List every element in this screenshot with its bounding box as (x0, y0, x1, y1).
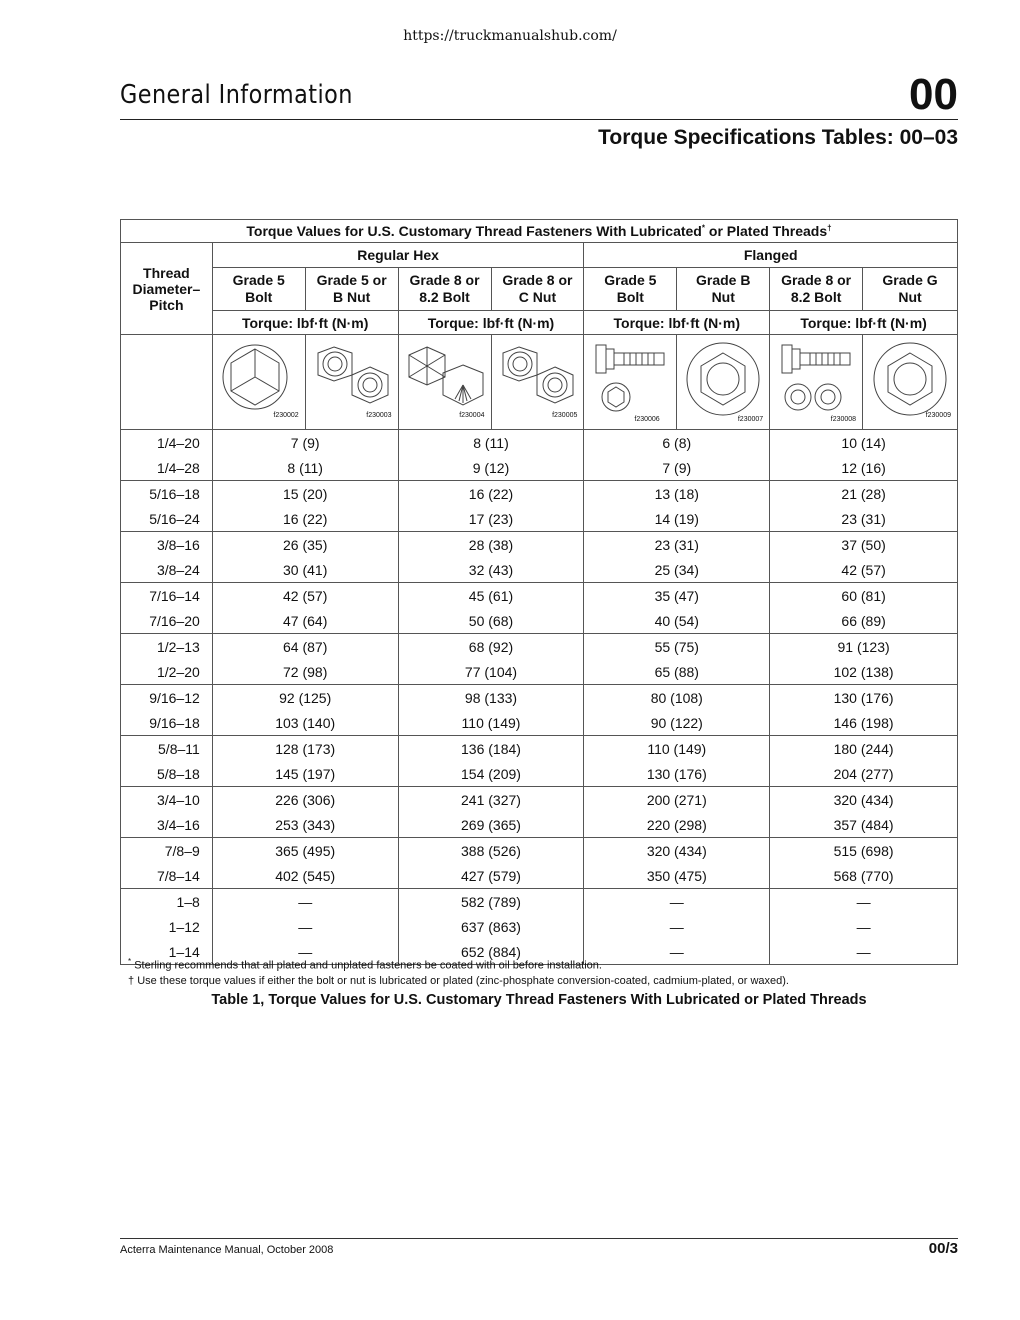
source-url[interactable]: https://truckmanualshub.com/ (403, 28, 617, 44)
table-row (121, 838, 958, 864)
torque-value-cell: — (770, 939, 958, 965)
torque-value-cell: 65 (88) (584, 659, 770, 685)
grade-header: Grade 5 Bolt (584, 268, 677, 311)
grade-header: Grade B Nut (677, 268, 770, 311)
regular-hex-header: Regular Hex (212, 243, 584, 268)
thread-size-cell: 3/8–16 (121, 532, 213, 558)
torque-value-cell: 17 (23) (398, 506, 584, 532)
torque-value-cell: 582 (789) (398, 889, 584, 915)
table-caption: Table 1, Torque Values for U.S. Customary Thread Fasteners With Lubricated or Plated Threads (211, 992, 867, 1008)
torque-value-cell: 220 (298) (584, 812, 770, 838)
torque-value-cell: 515 (698) (770, 838, 958, 864)
torque-value-cell: — (770, 889, 958, 915)
table-row (121, 889, 958, 915)
table-row (121, 532, 958, 558)
footer-rule (120, 1238, 958, 1239)
flanged-gradeg-nut-illustration (863, 335, 958, 430)
torque-table (120, 219, 958, 965)
torque-value-cell: 47 (64) (212, 608, 398, 634)
header-rule (120, 119, 958, 120)
torque-value-cell: 10 (14) (770, 430, 958, 456)
table-row (121, 685, 958, 711)
thread-size-cell: 7/16–20 (121, 608, 213, 634)
thread-size-cell: 1/2–13 (121, 634, 213, 660)
thread-size-cell: 3/4–16 (121, 812, 213, 838)
torque-value-cell: — (584, 939, 770, 965)
grade-header: Grade 8 or 8.2 Bolt (398, 268, 491, 311)
torque-value-cell: 23 (31) (770, 506, 958, 532)
torque-value-cell: 50 (68) (398, 608, 584, 634)
torque-value-cell: 154 (209) (398, 761, 584, 787)
flanged-grade8-bolt-illustration (770, 335, 863, 430)
torque-value-cell: 357 (484) (770, 812, 958, 838)
grade8-bolt-head-icon (403, 339, 487, 411)
figure-id: f230007 (737, 416, 764, 423)
torque-value-cell: 68 (92) (398, 634, 584, 660)
figure-id: f230009 (925, 412, 951, 419)
flanged-nut-icon (683, 339, 763, 419)
grade5-bolt-head-icon (219, 339, 299, 415)
torque-table-body (121, 430, 958, 965)
torque-value-cell: 45 (61) (398, 583, 584, 609)
footnote-oil: * Sterling recommends that all plated and unplated fasteners be coated with oil before installation. (128, 957, 602, 972)
grade-header: Grade G Nut (863, 268, 958, 311)
thread-size-cell: 3/8–24 (121, 557, 213, 583)
torque-value-cell: 568 (770) (770, 863, 958, 889)
torque-unit-header: Torque: lbf·ft (N·m) (212, 311, 398, 335)
torque-value-cell: — (584, 889, 770, 915)
grade8-nut-illustration (491, 335, 584, 430)
torque-value-cell: 42 (57) (212, 583, 398, 609)
torque-value-cell: 90 (122) (584, 710, 770, 736)
grade5-nut-icon (312, 339, 392, 409)
thread-size-cell: 3/4–10 (121, 787, 213, 813)
torque-value-cell: 136 (184) (398, 736, 584, 762)
thread-illustration-blank (121, 335, 213, 430)
table-row (121, 787, 958, 813)
table-row (121, 481, 958, 507)
thread-size-cell: 1–14 (121, 939, 213, 965)
torque-value-cell: 402 (545) (212, 863, 398, 889)
table-row (121, 455, 958, 481)
torque-value-cell: 6 (8) (584, 430, 770, 456)
grade-header: Grade 5 Bolt (212, 268, 305, 311)
section-subtitle: Torque Specifications Tables: 00–03 (598, 126, 958, 149)
torque-value-cell: 365 (495) (212, 838, 398, 864)
thread-size-cell: 7/8–9 (121, 838, 213, 864)
page-number: 00/3 (928, 1240, 958, 1257)
torque-unit-header: Torque: lbf·ft (N·m) (584, 311, 770, 335)
torque-value-cell: 12 (16) (770, 455, 958, 481)
thread-size-cell: 5/16–18 (121, 481, 213, 507)
torque-value-cell: 427 (579) (398, 863, 584, 889)
table-row (121, 430, 958, 456)
table-row (121, 506, 958, 532)
table-row (121, 710, 958, 736)
thread-size-cell: 1/4–28 (121, 455, 213, 481)
figure-id: f230008 (830, 416, 857, 423)
chapter-number: 00 (909, 70, 958, 119)
torque-value-cell: 350 (475) (584, 863, 770, 889)
torque-value-cell: 80 (108) (584, 685, 770, 711)
torque-value-cell: 64 (87) (212, 634, 398, 660)
chapter-title: General Information (120, 80, 353, 110)
figure-id: f230003 (366, 412, 392, 419)
thread-size-cell: 5/8–11 (121, 736, 213, 762)
torque-value-cell: 652 (884) (398, 939, 584, 965)
torque-value-cell: 204 (277) (770, 761, 958, 787)
torque-value-cell: — (212, 914, 398, 939)
torque-value-cell: 130 (176) (584, 761, 770, 787)
flanged-bolt-icon (776, 339, 856, 415)
torque-unit-header: Torque: lbf·ft (N·m) (398, 311, 584, 335)
flanged-grade5-bolt-illustration (584, 335, 677, 430)
torque-value-cell: 72 (98) (212, 659, 398, 685)
torque-value-cell: 16 (22) (212, 506, 398, 532)
table-row (121, 914, 958, 939)
torque-value-cell: 226 (306) (212, 787, 398, 813)
torque-value-cell: 110 (149) (398, 710, 584, 736)
thread-size-cell: 1–12 (121, 914, 213, 939)
table-row (121, 736, 958, 762)
torque-value-cell: — (212, 939, 398, 965)
footnote-lubricated: † Use these torque values if either the bolt or nut is lubricated or plated (zinc-phosphate conversion-coated, cadmium-plated, or waxed). (128, 975, 789, 987)
torque-unit-header: Torque: lbf·ft (N·m) (770, 311, 958, 335)
torque-value-cell: 241 (327) (398, 787, 584, 813)
thread-diameter-header: Thread Diameter– Pitch (121, 243, 213, 335)
torque-value-cell: 253 (343) (212, 812, 398, 838)
flanged-nut-icon (870, 339, 950, 419)
torque-value-cell: 269 (365) (398, 812, 584, 838)
thread-size-cell: 5/8–18 (121, 761, 213, 787)
thread-size-cell: 9/16–18 (121, 710, 213, 736)
flanged-bolt-icon (590, 339, 670, 415)
torque-value-cell: — (770, 914, 958, 939)
grade5-bolt-illustration (212, 335, 305, 430)
flanged-gradeb-nut-illustration (677, 335, 770, 430)
figure-id: f230006 (634, 416, 660, 423)
torque-value-cell: 35 (47) (584, 583, 770, 609)
grade-header: Grade 8 or 8.2 Bolt (770, 268, 863, 311)
torque-value-cell: 60 (81) (770, 583, 958, 609)
torque-value-cell: 77 (104) (398, 659, 584, 685)
torque-value-cell: 55 (75) (584, 634, 770, 660)
torque-value-cell: 7 (9) (212, 430, 398, 456)
torque-value-cell: 180 (244) (770, 736, 958, 762)
table-row (121, 608, 958, 634)
figure-id: f230002 (273, 412, 299, 419)
torque-value-cell: 637 (863) (398, 914, 584, 939)
torque-value-cell: 102 (138) (770, 659, 958, 685)
figure-id: f230005 (552, 412, 578, 419)
table-row (121, 659, 958, 685)
torque-value-cell: 16 (22) (398, 481, 584, 507)
torque-value-cell: 23 (31) (584, 532, 770, 558)
grade-header: Grade 5 or B Nut (305, 268, 398, 311)
thread-size-cell: 1/4–20 (121, 430, 213, 456)
torque-value-cell: 145 (197) (212, 761, 398, 787)
torque-value-cell: 13 (18) (584, 481, 770, 507)
torque-value-cell: 130 (176) (770, 685, 958, 711)
torque-value-cell: 30 (41) (212, 557, 398, 583)
torque-value-cell: 26 (35) (212, 532, 398, 558)
grade8-nut-icon (497, 339, 577, 409)
thread-size-cell: 7/8–14 (121, 863, 213, 889)
thread-size-cell: 1/2–20 (121, 659, 213, 685)
torque-value-cell: 146 (198) (770, 710, 958, 736)
torque-value-cell: 21 (28) (770, 481, 958, 507)
thread-size-cell: 1–8 (121, 889, 213, 915)
torque-value-cell: 37 (50) (770, 532, 958, 558)
torque-value-cell: 66 (89) (770, 608, 958, 634)
table-row (121, 557, 958, 583)
table-row (121, 863, 958, 889)
torque-value-cell: 200 (271) (584, 787, 770, 813)
table-row (121, 634, 958, 660)
torque-value-cell: 103 (140) (212, 710, 398, 736)
figure-id: f230004 (459, 412, 485, 419)
torque-value-cell: 40 (54) (584, 608, 770, 634)
footer-manual-title: Acterra Maintenance Manual, October 2008 (120, 1244, 334, 1256)
torque-value-cell: — (212, 889, 398, 915)
thread-size-cell: 9/16–12 (121, 685, 213, 711)
torque-value-cell: 15 (20) (212, 481, 398, 507)
table-row (121, 812, 958, 838)
torque-value-cell: 42 (57) (770, 557, 958, 583)
thread-size-cell: 7/16–14 (121, 583, 213, 609)
torque-value-cell: 9 (12) (398, 455, 584, 481)
torque-value-cell: 320 (434) (584, 838, 770, 864)
torque-value-cell: 25 (34) (584, 557, 770, 583)
torque-value-cell: 8 (11) (398, 430, 584, 456)
torque-value-cell: 32 (43) (398, 557, 584, 583)
torque-value-cell: 7 (9) (584, 455, 770, 481)
flanged-header: Flanged (584, 243, 958, 268)
torque-value-cell: 28 (38) (398, 532, 584, 558)
table-title: Torque Values for U.S. Customary Thread Fasteners With Lubricated* or Plated Threads† (121, 220, 958, 243)
torque-value-cell: 128 (173) (212, 736, 398, 762)
torque-value-cell: 98 (133) (398, 685, 584, 711)
grade5-nut-illustration (305, 335, 398, 430)
torque-value-cell: 92 (125) (212, 685, 398, 711)
torque-value-cell: 388 (526) (398, 838, 584, 864)
torque-value-cell: 91 (123) (770, 634, 958, 660)
grade-header: Grade 8 or C Nut (491, 268, 584, 311)
torque-value-cell: 110 (149) (584, 736, 770, 762)
table-row (121, 761, 958, 787)
torque-value-cell: — (584, 914, 770, 939)
table-row (121, 583, 958, 609)
thread-size-cell: 5/16–24 (121, 506, 213, 532)
torque-value-cell: 14 (19) (584, 506, 770, 532)
torque-value-cell: 320 (434) (770, 787, 958, 813)
grade8-bolt-illustration (398, 335, 491, 430)
torque-value-cell: 8 (11) (212, 455, 398, 481)
